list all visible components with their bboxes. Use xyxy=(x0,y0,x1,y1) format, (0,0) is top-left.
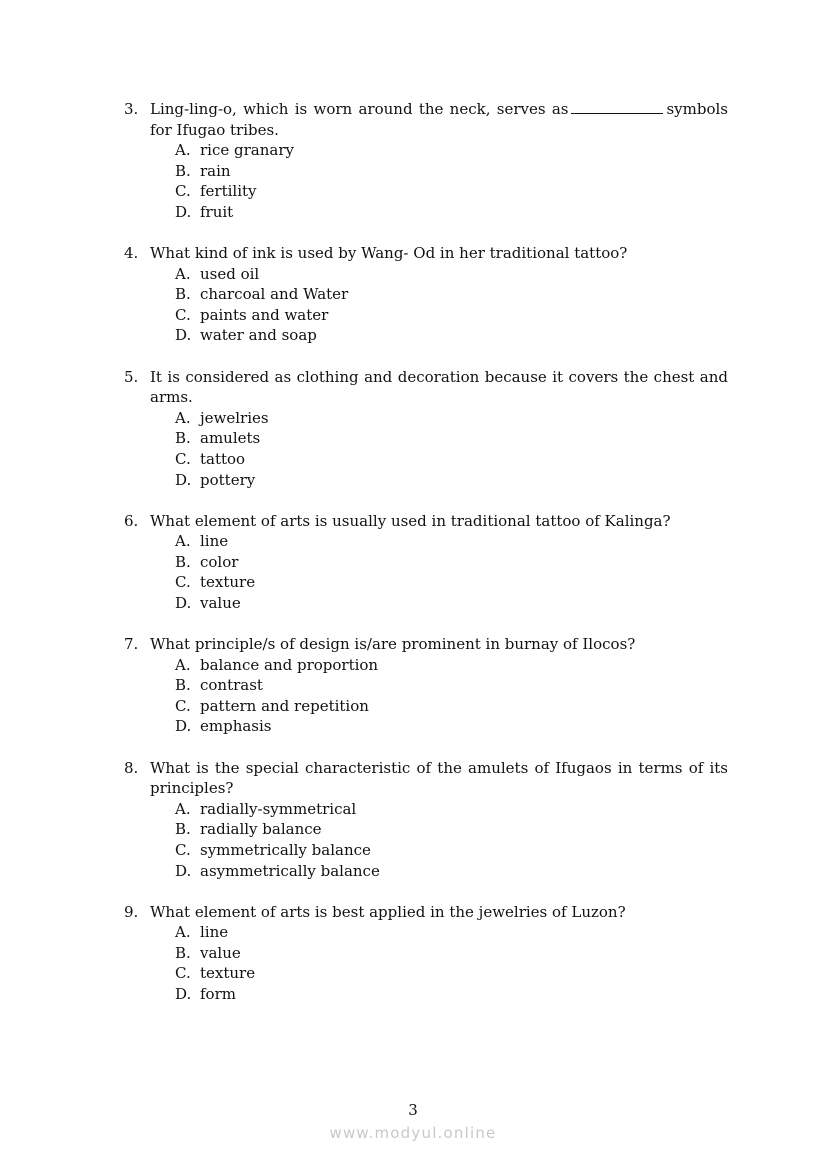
question-3 xyxy=(124,99,728,223)
question-number: 6. xyxy=(124,511,139,530)
question-stem xyxy=(124,511,728,532)
choice-letter: C. xyxy=(175,305,191,324)
choice-a xyxy=(124,799,728,820)
question-list xyxy=(124,99,728,1025)
question-5 xyxy=(124,367,728,491)
choice-text: form xyxy=(200,984,236,1003)
choice-letter: B. xyxy=(175,552,191,571)
question-text: What principle/s of design is/are prominent in burnay of Ilocos? xyxy=(150,635,636,654)
choice-letter: B. xyxy=(175,943,191,962)
question-number: 5. xyxy=(124,367,139,386)
choice-letter: D. xyxy=(175,861,192,880)
choice-letter: A. xyxy=(175,923,191,942)
question-4 xyxy=(124,243,728,346)
question-text-before-blank: Ling-ling-o, which is worn around the neck, serves as xyxy=(150,100,569,118)
choice-letter: C. xyxy=(175,573,191,592)
choice-text: value xyxy=(200,593,241,612)
choice-letter: A. xyxy=(175,532,191,551)
choice-text: asymmetrically balance xyxy=(200,861,380,880)
choice-d xyxy=(124,202,728,223)
choice-letter: D. xyxy=(175,326,192,345)
choice-letter: B. xyxy=(175,429,191,448)
choice-c xyxy=(124,305,728,326)
choice-text: water and soap xyxy=(200,326,317,345)
question-text: It is considered as clothing and decoration because it covers the chest and arms. xyxy=(150,367,728,407)
choice-c xyxy=(124,449,728,470)
question-6 xyxy=(124,511,728,614)
question-text-after-blank: symbols for Ifugao tribes. xyxy=(150,100,728,139)
choice-c xyxy=(124,572,728,593)
question-stem xyxy=(124,902,728,923)
question-8 xyxy=(124,758,728,882)
choice-text: emphasis xyxy=(200,717,272,736)
question-number: 4. xyxy=(124,244,139,263)
choice-letter: D. xyxy=(175,202,192,221)
choice-b xyxy=(124,284,728,305)
choice-b xyxy=(124,943,728,964)
choice-letter: A. xyxy=(175,141,191,160)
choice-a xyxy=(124,408,728,429)
question-number: 8. xyxy=(124,758,139,777)
question-stem xyxy=(124,99,728,140)
question-7 xyxy=(124,634,728,737)
choice-d xyxy=(124,716,728,737)
choice-text: charcoal and Water xyxy=(200,285,349,304)
choice-b xyxy=(124,552,728,573)
question-text: What is the special characteristic of the amulets of Ifugaos in terms of its principles? xyxy=(150,758,728,798)
choice-letter: D. xyxy=(175,470,192,489)
choice-text: amulets xyxy=(200,429,261,448)
question-stem xyxy=(124,758,728,799)
choice-a xyxy=(124,922,728,943)
choice-letter: D. xyxy=(175,593,192,612)
question-number: 3. xyxy=(124,100,139,118)
choice-text: paints and water xyxy=(200,305,329,324)
choice-d xyxy=(124,325,728,346)
choice-letter: A. xyxy=(175,799,191,818)
choice-text: pottery xyxy=(200,470,256,489)
choice-text: radially-symmetrical xyxy=(200,799,357,818)
watermark-text: www.modyul.online xyxy=(329,1124,497,1142)
choice-letter: B. xyxy=(175,676,191,695)
question-stem xyxy=(124,634,728,655)
question-text: What element of arts is usually used in traditional tattoo of Kalinga? xyxy=(150,511,671,530)
choice-letter: A. xyxy=(175,408,191,427)
choice-text: balance and proportion xyxy=(200,655,379,674)
choice-text: radially balance xyxy=(200,820,322,839)
choice-text: symmetrically balance xyxy=(200,840,371,859)
choice-text: contrast xyxy=(200,676,263,695)
question-stem xyxy=(124,367,728,408)
choice-b xyxy=(124,161,728,182)
choice-letter: B. xyxy=(175,161,191,180)
choice-a xyxy=(124,140,728,161)
choice-text: rain xyxy=(200,161,231,180)
choice-c xyxy=(124,181,728,202)
choice-a xyxy=(124,264,728,285)
choice-text: pattern and repetition xyxy=(200,696,369,715)
choice-d xyxy=(124,593,728,614)
choice-text: rice granary xyxy=(200,141,294,160)
choice-d xyxy=(124,984,728,1005)
page-number: 3 xyxy=(408,1101,418,1119)
choice-letter: B. xyxy=(175,820,191,839)
choice-d xyxy=(124,470,728,491)
choice-text: tattoo xyxy=(200,449,246,468)
choice-letter: D. xyxy=(175,984,192,1003)
choice-text: texture xyxy=(200,964,256,983)
choice-a xyxy=(124,531,728,552)
choice-letter: A. xyxy=(175,655,191,674)
choice-letter: D. xyxy=(175,717,192,736)
choice-b xyxy=(124,819,728,840)
choice-letter: B. xyxy=(175,285,191,304)
choice-letter: C. xyxy=(175,182,191,201)
choice-c xyxy=(124,696,728,717)
question-number: 7. xyxy=(124,635,139,654)
choice-text: line xyxy=(200,923,229,942)
choice-text: value xyxy=(200,943,241,962)
choice-d xyxy=(124,861,728,882)
choice-text: used oil xyxy=(200,264,260,283)
choice-text: fruit xyxy=(200,202,234,221)
question-text: What kind of ink is used by Wang- Od in her traditional tattoo? xyxy=(150,244,628,263)
question-stem xyxy=(124,243,728,264)
choice-text: texture xyxy=(200,573,256,592)
choice-text: line xyxy=(200,532,229,551)
choice-letter: A. xyxy=(175,264,191,283)
question-number: 9. xyxy=(124,902,139,921)
choice-letter: C. xyxy=(175,449,191,468)
choice-b xyxy=(124,428,728,449)
choice-c xyxy=(124,963,728,984)
question-text: What element of arts is best applied in the jewelries of Luzon? xyxy=(150,902,626,921)
choice-letter: C. xyxy=(175,840,191,859)
choice-b xyxy=(124,675,728,696)
choice-c xyxy=(124,840,728,861)
question-9 xyxy=(124,902,728,1005)
choice-letter: C. xyxy=(175,964,191,983)
choice-text: jewelries xyxy=(200,408,269,427)
choice-a xyxy=(124,655,728,676)
choice-letter: C. xyxy=(175,696,191,715)
answer-blank xyxy=(571,99,663,114)
choice-text: fertility xyxy=(200,182,257,201)
choice-text: color xyxy=(200,552,239,571)
